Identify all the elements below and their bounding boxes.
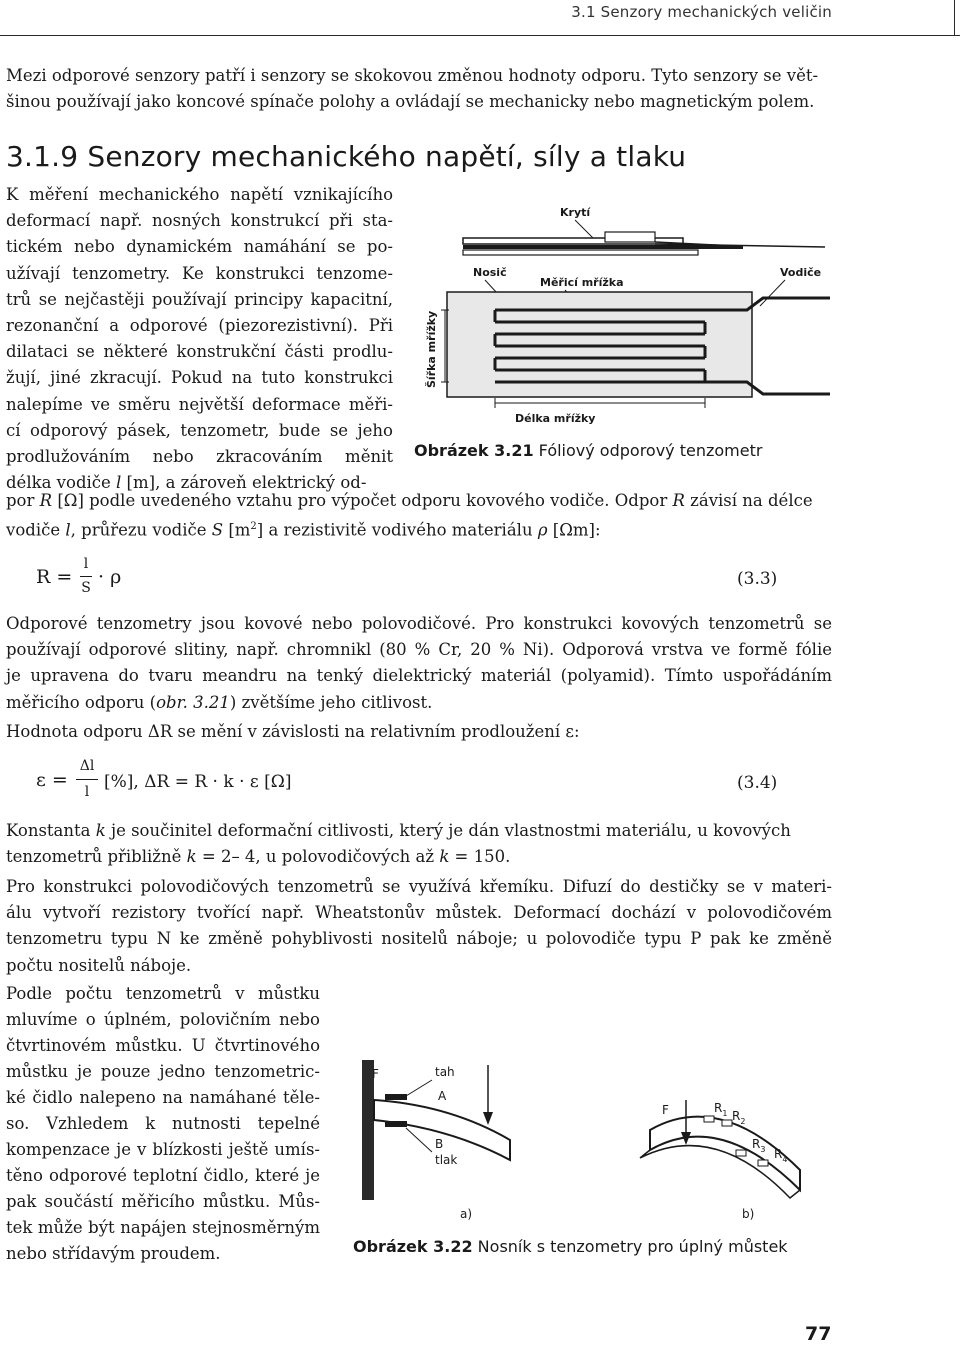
gauge-r1 [704,1116,714,1122]
label-b-bottom: B [435,1137,444,1151]
paragraph-tenzometry-line-4: užívají tenzometry. Ke konstrukci tenzome- [6,263,393,283]
paragraph-mustek-line-7: kompenzace je v blízkosti ještě umís- [6,1140,320,1159]
paragraph-mustek-line-4: můstku je pouze jedno tenzometric- [6,1062,320,1081]
equation-3-3-denominator: S [81,580,91,596]
paragraph-tenzometry-line-9: nalepíme ve směru největší deformace měři- [6,394,393,414]
label-vodice: Vodiče [780,266,822,279]
equation-3-3-lhs: R = [36,566,73,588]
label-r2: $R_2$ [732,1109,746,1126]
force-arrowhead-a [483,1112,493,1125]
figure-3-22-caption [353,1237,788,1256]
cantilever-beam [374,1100,510,1160]
gauge-r3 [736,1150,746,1156]
section-title: 3.1.9 Senzory mechanického napětí, síly a tlaku [6,140,687,173]
paragraph-mustek-line-1: Podle počtu tenzometrů v můstku [6,984,320,1003]
figure-3-22-text: Nosník s tenzometry pro úplný můstek [472,1237,788,1256]
leader-tlak [406,1128,432,1152]
meander-grid [495,310,705,382]
paragraph-tenzometry-line-6: rezonanční a odporové (piezorezistivní). Při [6,316,393,335]
paragraph-tenzometry-line-3: tickém nebo dynamickém namáhání se po- [6,237,393,257]
figure-3-22-number: Obrázek 3.22 [353,1237,473,1256]
equation-3-4-denominator: l [84,784,90,800]
label-r1: $R_1$ [714,1101,728,1118]
label-r4: $R_4$ [774,1147,788,1164]
paragraph-tenzometry-line-8: žují, jiné zkracují. Pokud na tuto konstrukci [6,368,393,388]
equation-3-3-rhs: · ρ [98,566,122,588]
paragraph-mustek-line-8: těno odporové teplotní čidlo, které je [6,1166,320,1185]
paragraph-hodnota-odporu: Hodnota odporu ΔR se mění v závislosti na relativním prodloužení ε: [6,722,580,741]
gauge-b [385,1121,407,1127]
equation-3-3-numerator: l [83,556,89,572]
page-number: 77 [805,1323,832,1345]
gauge-r4 [758,1160,768,1166]
paragraph-tenzometry-line-10: cí odporový pásek, tenzometr, bude se jeho [6,420,393,440]
paragraph-tenzometry-line-1: K měření mechanického napětí vznikajícího [6,185,393,204]
label-tah: tah [435,1065,455,1079]
figure-beam-strain-gauges [340,1040,820,1230]
label-nosic: Nosič [473,266,507,279]
paragraph-tenzometry-line-11: prodlužováním nebo zkracováním měnit [6,447,393,466]
running-header [0,0,960,32]
wall-support [362,1060,374,1200]
equation-3-4-numerator: Δl [79,758,95,774]
intro-line-2: šinou používají jako koncové spínače polohy a ovládají se mechanicky nebo magnetickým polem. [6,92,815,111]
figure-3-21-caption [414,441,762,460]
leader-kryti [575,220,593,238]
leader-vodice [760,280,785,306]
paragraph-polovodicove-line-2: álu vytvoří rezistory tvořící např. Wheatstonův můstek. Deformací dochází v polovodičovém [6,903,832,923]
paragraph-tenzometry-line-7: dilataci se některé konstrukční části prodlu- [6,342,393,362]
paragraph-mustek-line-10: tek může být napájen stejnosměrným [6,1218,320,1237]
label-kryti: Krytí [560,206,591,219]
equation-3-4-rhs: [%], ΔR = R · k · ε [Ω] [104,772,292,792]
gauge-r2 [722,1120,732,1126]
paragraph-konstanta-line-2: tenzometrů přibližně k = 2– 4, u polovodičových až k = 150. [6,847,511,866]
paragraph-mustek-line-5: ké čidlo nalepeno na namáhané těle- [6,1088,320,1107]
paragraph-cont-2: vodiče l, průřezu vodiče S $[m^2]$ a rezistivitě vodivého materiálu ρ [Ωm]: [6,520,601,540]
paragraph-tenzometry-line-2: deformací např. nosných konstrukcí při sta- [6,211,393,231]
paragraph-odporove-line-3: je upravena do tvaru meandru na tenký dielektrický materiál (polyamid). Tímto uspořádáním [6,666,832,686]
label-sub-b: b) [742,1207,755,1221]
equation-3-4-fraction-bar [76,779,98,780]
paragraph-odporove-line-4: měřicího odporu (obr. 3.21) zvětšíme jeho citlivost. [6,692,433,712]
paragraph-cont-1: por R [Ω] podle uvedeného vztahu pro výpočet odporu kovového vodiče. Odpor R závisí na délce [6,491,813,510]
header-rule [0,35,960,36]
paragraph-tenzometry-line-5: trů se nejčastěji používají principy kapacitní, [6,289,393,309]
carrier-strip [463,250,698,255]
label-tlak: tlak [435,1153,458,1167]
paragraph-mustek-line-9: pak součástí měřicího můstku. Můs- [6,1192,320,1211]
paragraph-konstanta-line-1: Konstanta k je součinitel deformační citlivosti, který je dán vlastnostmi materiálu, u kovových [6,821,791,840]
label-f-b: F [662,1103,669,1117]
equation-3-3-fraction-bar [80,576,92,577]
label-f-a: F [372,1067,379,1081]
foil-layer [463,245,743,249]
paragraph-odporove-line-2: používají odporové slitiny, např. chromnikl (80 % Cr, 20 % Ni). Odporová vrstva ve formě fólie [6,640,832,660]
equation-3-4-number: (3.4) [737,773,778,793]
figure-3-21-number: Obrázek 3.21 [414,441,534,460]
paragraph-odporove-line-1: Odporové tenzometry jsou kovové nebo polovodičové. Pro konstrukci kovových tenzometrů se [6,614,832,633]
leader-tah [406,1080,432,1096]
paragraph-mustek-line-6: so. Vzhledem k nutnosti tepelné [6,1114,320,1133]
equation-3-4-lhs: ε = [36,769,68,791]
paragraph-mustek-line-11: nebo střídavým proudem. [6,1244,221,1263]
label-sirka-mrizky: Šířka mřížky [425,310,438,388]
leader-nosic [485,280,497,293]
figure-3-21-text: Fóliový odporový tenzometr [533,441,763,460]
paragraph-mustek-line-3: čtvrtinovém můstku. U čtvrtinového [6,1036,320,1055]
running-header-text: 3.1 Senzory mechanických veličin [571,3,832,21]
paragraph-polovodicove-line-3: tenzometru typu N ke změně pohyblivosti nositelů náboje; u polovodiče typu P pak ke změně [6,929,832,949]
cover-step [605,232,655,242]
gauge-a [385,1094,407,1100]
header-tick [954,0,955,36]
intro-line-1: Mezi odporové senzory patří i senzory se skokovou změnou hodnoty odporu. Tyto senzory se vět- [6,66,819,85]
label-r3: $R_3$ [752,1137,766,1154]
figure-foil-strain-gauge [415,198,840,438]
equation-3-3-number: (3.3) [737,569,778,589]
label-merici-mrizka: Měřicí mřížka [540,276,624,289]
label-delka-mrizky: Délka mřížky [515,412,596,425]
label-a-top: A [438,1089,447,1103]
label-sub-a: a) [460,1207,473,1221]
paragraph-mustek-line-2: mluvíme o úplném, polovičním nebo [6,1010,320,1029]
paragraph-polovodicove-line-4: počtu nositelů náboje. [6,955,192,975]
paragraph-polovodicove-line-1: Pro konstrukci polovodičových tenzometrů se využívá křemíku. Difuzí do destičky se v materi- [6,877,832,896]
paragraph-tenzometry-line-12: délka vodiče l [m], a zároveň elektrický od- [6,473,367,493]
